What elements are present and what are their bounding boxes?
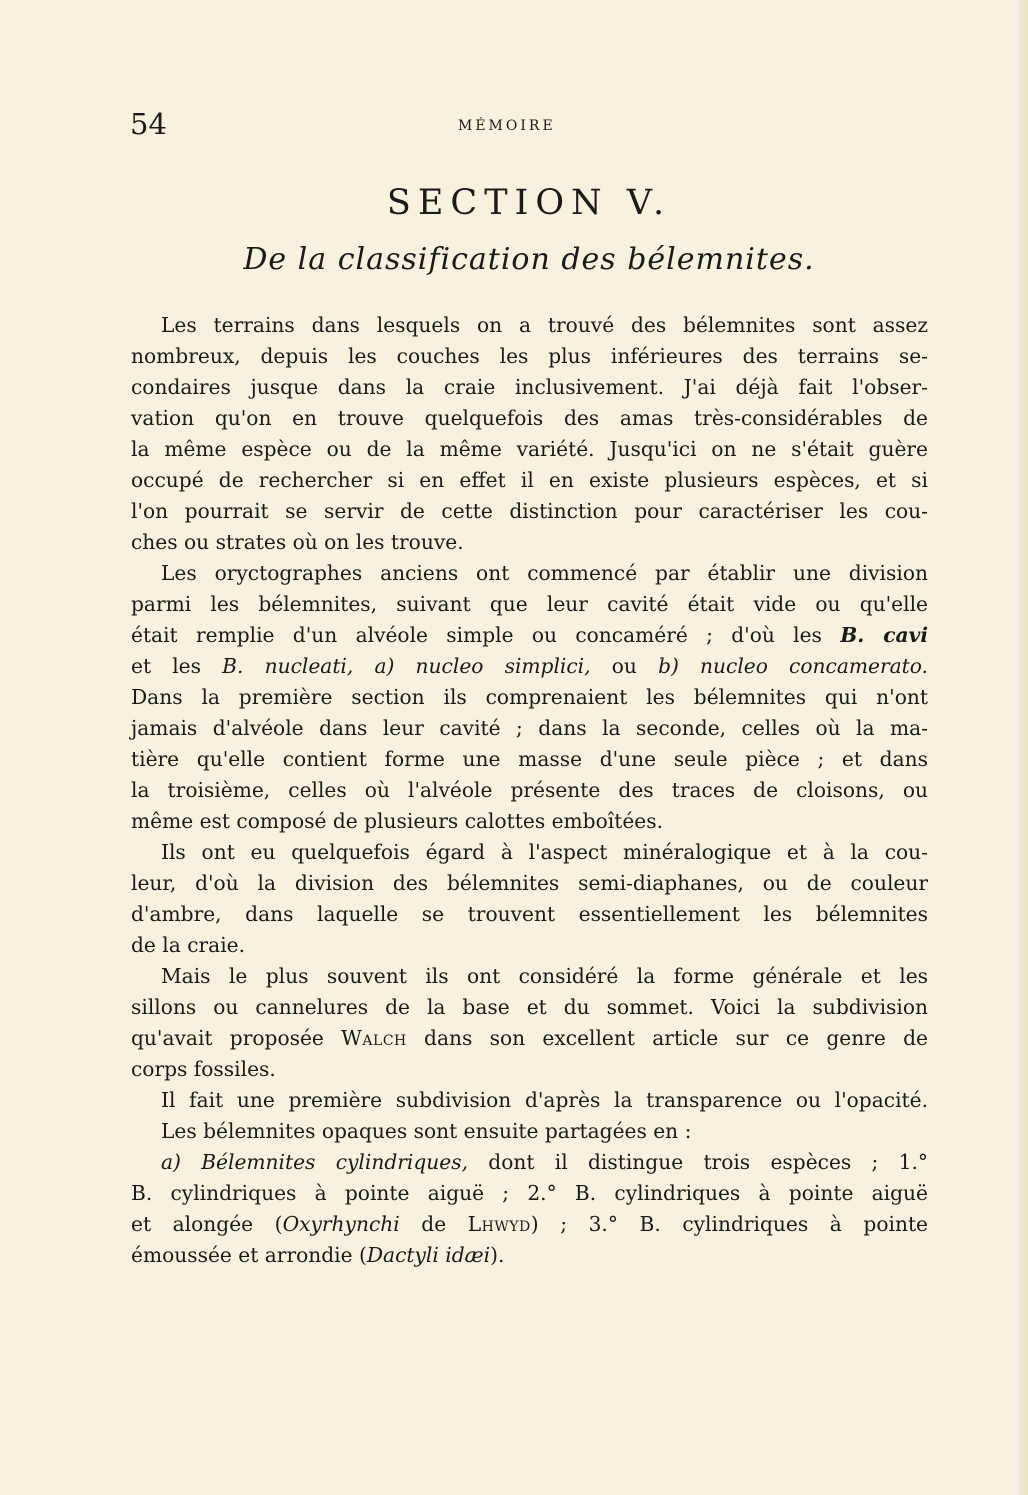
- text-line: la même espèce ou de la même variété. Jusqu'ici on ne s'était guère: [131, 437, 928, 461]
- text-line: Ils ont eu quelquefois égard à l'aspect minéralogique et à la cou-: [161, 840, 928, 864]
- text-line: tière qu'elle contient forme une masse d'une seule pièce ; et dans: [131, 747, 928, 771]
- text-segment: dont il distingue trois espèces ; 1.°: [468, 1150, 928, 1174]
- taxon-name: b) nucleo concamerato.: [658, 654, 928, 678]
- text-line: [131, 651, 928, 682]
- text-line: corps fossiles.: [131, 1057, 276, 1081]
- author-name: Lhwyd: [467, 1212, 531, 1236]
- text-line: [131, 1209, 928, 1240]
- text-line: leur, d'où la division des bélemnites semi-diaphanes, ou de couleur: [131, 871, 928, 895]
- text-segment: ).: [490, 1243, 505, 1267]
- text-line: Les oryctographes anciens ont commencé par établir une division: [161, 561, 928, 585]
- text-line: [131, 1240, 928, 1271]
- author-name: Walch: [341, 1026, 407, 1050]
- text-segment: dans son excellent article sur ce genre de: [406, 1026, 928, 1050]
- text-line: condaires jusque dans la craie inclusivement. J'ai déjà fait l'obser-: [131, 375, 928, 399]
- text-segment: était remplie d'un alvéole simple ou concaméré ; d'où les: [131, 623, 841, 647]
- body-text: [131, 310, 928, 1271]
- text-line: B. cylindriques à pointe aiguë ; 2.° B. cylindriques à pointe aiguë: [131, 1181, 928, 1205]
- text-segment: et les: [131, 654, 223, 678]
- text-line: nombreux, depuis les couches les plus inférieures des terrains se-: [131, 344, 928, 368]
- taxon-name: B. cavi: [840, 623, 929, 647]
- text-line: Les terrains dans lesquels on a trouvé des bélemnites sont assez: [161, 313, 928, 337]
- text-line: ches ou strates où on les trouve.: [131, 530, 464, 554]
- text-line: jamais d'alvéole dans leur cavité ; dans la seconde, celles où la ma-: [131, 716, 928, 740]
- taxon-name: Dactyli idæi: [366, 1243, 491, 1267]
- taxon-name: B. nucleati, a) nucleo simplici,: [222, 654, 591, 678]
- text-line: la troisième, celles où l'alvéole présente des traces de cloisons, ou: [131, 778, 928, 802]
- text-segment: ou: [590, 654, 659, 678]
- text-line: Il fait une première subdivision d'après la transparence ou l'opacité.: [161, 1088, 928, 1112]
- text-line: [131, 1023, 928, 1054]
- taxon-name: Oxyrhynchi: [282, 1212, 400, 1236]
- page-number: 54: [130, 107, 167, 141]
- text-line: Les bélemnites opaques sont ensuite partagées en :: [161, 1119, 692, 1143]
- section-title: SECTION V.: [386, 183, 672, 223]
- text-line: d'ambre, dans laquelle se trouvent essentiellement les bélemnites: [131, 902, 928, 926]
- text-segment: et alongée (: [131, 1212, 283, 1236]
- text-line: l'on pourrait se servir de cette distinction pour caractériser les cou-: [131, 499, 928, 523]
- text-segment: émoussée et arrondie (: [131, 1243, 367, 1267]
- text-segment: ) ; 3.° B. cylindriques à pointe: [530, 1212, 928, 1236]
- text-line: occupé de rechercher si en effet il en existe plusieurs espèces, et si: [131, 468, 928, 492]
- taxon-name: a) Bélemnites cylindriques,: [161, 1150, 468, 1174]
- text-line: Mais le plus souvent ils ont considéré la forme générale et les: [161, 964, 928, 988]
- section-subtitle: De la classification des bélemnites.: [243, 242, 815, 277]
- text-segment: qu'avait proposée: [131, 1026, 342, 1050]
- text-segment: de: [399, 1212, 468, 1236]
- text-line: même est composé de plusieurs calottes emboîtées.: [131, 809, 664, 833]
- text-line: [131, 1147, 928, 1178]
- page-edge: [1018, 0, 1028, 1495]
- text-line: parmi les bélemnites, suivant que leur cavité était vide ou qu'elle: [131, 592, 928, 616]
- text-line: sillons ou cannelures de la base et du sommet. Voici la subdivision: [131, 995, 928, 1019]
- text-line: vation qu'on en trouve quelquefois des amas très-considérables de: [131, 406, 928, 430]
- running-head: MÉMOIRE: [458, 118, 556, 134]
- text-line: [131, 620, 928, 651]
- text-line: Dans la première section ils comprenaient les bélemnites qui n'ont: [131, 685, 928, 709]
- text-line: de la craie.: [131, 933, 246, 957]
